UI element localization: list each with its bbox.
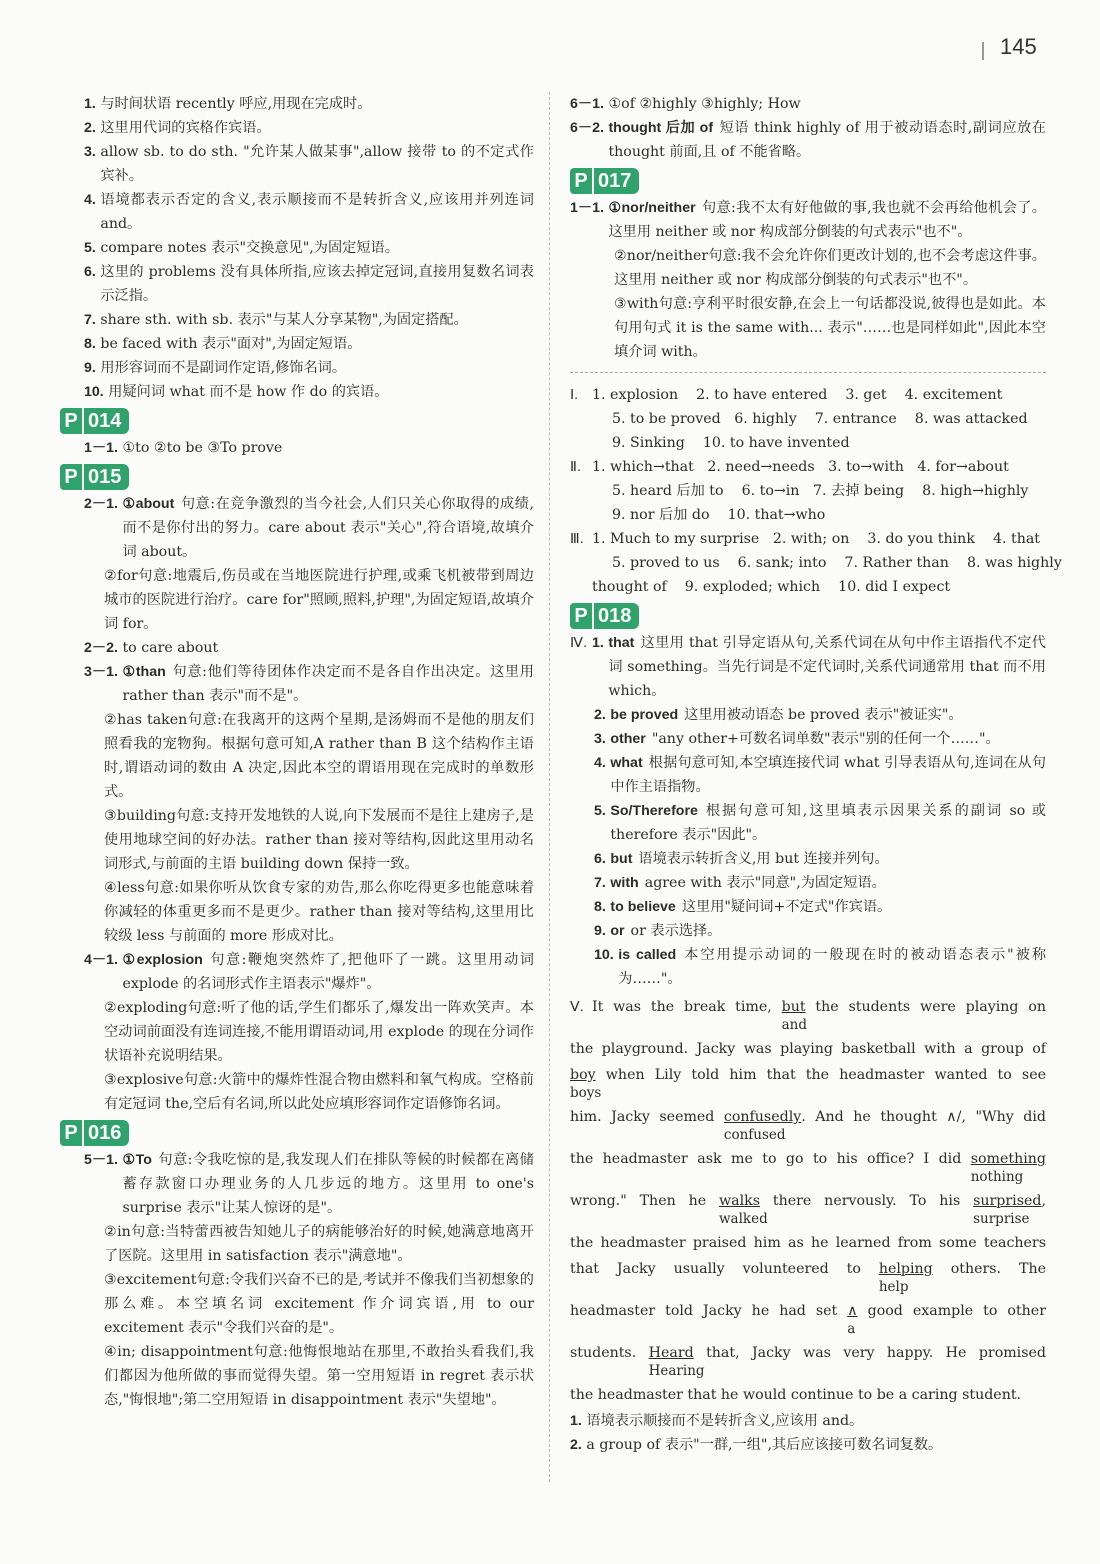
passage-text: the headmaster praised him as he learned from some teachers [570, 1235, 1046, 1251]
passage-text: that Jacky usually volunteered to [570, 1261, 879, 1277]
passage-text: , [1041, 1193, 1046, 1209]
list-item: 6－2. thought 后加 of 短语 think highly of 用于被动语态时,副词应放在 thought 前面,且 of 不能省略。 [570, 120, 1046, 160]
sub-item: ④less句意:如果你听从饮食专家的劝告,那么你吃得更多也能意味着你减轻的体重更多而不是更少。rather than 接对等结构,这里用比较级 less 与前面的 more 形成对比。 [104, 880, 535, 944]
section-1: Ⅰ. 1. explosion 2. to have entered 3. get 4. excitement 5. to be proved 6. highly 7. entrance 8. was attacked 9. Sinking 10. to have invented [570, 383, 1046, 455]
corrected-word: Hearing [648, 1363, 705, 1379]
list-item: 2. be proved 这里用被动语态 be proved 表示"被证实"。 [594, 707, 963, 723]
correction-passage [570, 995, 1046, 1409]
marked-word [847, 1303, 858, 1337]
list-item: 10. 用疑问词 what 而不是 how 作 do 的宾语。 [84, 384, 389, 400]
answer-line: 9. Sinking 10. to have invented [612, 435, 850, 451]
section-4: Ⅳ. 1. that 这里用 that 引导定语从句,关系代词在从句中作主语指代不定代词 something。当先行词是不定代词时,关系代词通常用 that 而不用 which。 [570, 631, 1046, 703]
passage-text: the headmaster that he would continue to be a caring student. [570, 1387, 1022, 1403]
answer-line: 5. heard 后加 to 6. to→in 7. 去掉 being 8. high→highly [612, 483, 1029, 499]
wrong-word: boy [570, 1067, 596, 1083]
list-item: 7. share sth. with sb. 表示"与某人分享某物",为固定搭配。 [84, 312, 468, 328]
corrected-word: a [847, 1321, 856, 1337]
sub-item: ③building句意:支持开发地铁的人说,向下发展而不是往上建房子,是使用地球空间的好办法。rather than 接对等结构,因此这里用动名词形式,与前面的主语 building down 保持一致。 [104, 808, 534, 872]
list-item: 2－2. to care about [84, 640, 219, 656]
list-item: 3. allow sb. to do sth. "允许某人做某事",allow 接带 to 的不定式作宾补。 [84, 144, 534, 184]
passage-line [592, 995, 1046, 1037]
answer-line: thought of 9. exploded; which 10. did I expect [592, 579, 951, 595]
passage-text: It was the break time, [592, 999, 782, 1015]
corrected-word: confused [723, 1127, 786, 1143]
section-badge-p018: P 018 [570, 603, 639, 629]
list-item: 2－1. ①about 句意:在竞争激烈的当今社会,人们只关心你取得的成绩,而不是你付出的努力。care about 表示"关心",符合语境,故填介词 about。 [84, 496, 534, 560]
list-item: 2. 这里用代词的宾格作宾语。 [84, 120, 271, 136]
list-item: 1－1. ①nor/neither 句意:我不太有好他做的事,我也就不会再给他机会了。这里用 neither 或 nor 构成部分倒装的句式表示"也不"。 [570, 200, 1046, 240]
list-item: 10. is called 本空用提示动词的一般现在时的被动语态表示"被称为……"。 [594, 947, 1047, 987]
list-item: 1－1. ①to ②to be ③To prove [84, 440, 283, 456]
sub-item: ②in句意:当特蕾西被告知她儿子的病能够治好的时候,她满意地离开了医院。这里用 in satisfaction 表示"满意地"。 [104, 1224, 534, 1264]
corrected-word: nothing [970, 1169, 1024, 1185]
passage-line [570, 1063, 1046, 1105]
section-badge-p016: P 016 [60, 1120, 129, 1146]
list-item: 9. 用形容词而不是副词作定语,修饰名词。 [84, 360, 347, 376]
list-item: 4. 语境都表示否定的含义,表示顺接而不是转折含义,应该用并列连词 and。 [84, 192, 534, 232]
list-item: 7. with agree with 表示"同意",为固定短语。 [594, 875, 886, 891]
answer-line: 1. which→that 2. need→needs 3. to→with 4. for→about [592, 459, 1009, 475]
passage-text: . And he thought ∧/, "Why did [801, 1109, 1046, 1125]
corrected-word: and [781, 1017, 807, 1033]
passage-line [570, 1147, 1046, 1189]
passage-text: when Lily told him that the headmaster wanted to see [595, 1067, 1046, 1083]
list-item: 3. other "any other+可数名词单数"表示"别的任何一个……"。 [594, 731, 1000, 747]
passage-text: others. The [932, 1261, 1046, 1277]
passage-line [570, 1037, 1046, 1063]
passage-line [570, 1189, 1046, 1231]
list-item: 1. 语境表示顺接而不是转折含义,应该用 and。 [570, 1413, 864, 1429]
section-badge-p015: P 015 [60, 464, 129, 490]
passage-text: wrong." Then he [570, 1193, 719, 1209]
column-divider [549, 92, 550, 1482]
wrong-word: something [970, 1151, 1046, 1167]
passage-text: the playground. Jacky was playing basketball with a group of [570, 1041, 1046, 1057]
passage-line [570, 1105, 1046, 1147]
passage-text: him. Jacky seemed [570, 1109, 724, 1125]
marked-word [723, 1109, 802, 1143]
list-item: 5. compare notes 表示"交换意见",为固定短语。 [84, 240, 399, 256]
list-item: 6. 这里的 problems 没有具体所指,应该去掉定冠词,直接用复数名词表示泛指。 [84, 264, 534, 304]
passage-text: headmaster told Jacky he had set [570, 1303, 848, 1319]
passage-text: that, Jacky was very happy. He promised [693, 1345, 1046, 1361]
wrong-word: ∧ [847, 1303, 858, 1319]
sub-item: ②for句意:地震后,伤员或在当地医院进行护理,或乘飞机被带到周边城市的医院进行治疗。care for"照顾,照料,护理",为固定短语,故填介词 for。 [104, 568, 534, 632]
passage-text: there nervously. To his [760, 1193, 974, 1209]
page-number-bar [982, 42, 984, 60]
wrong-word: Heard [648, 1345, 694, 1361]
marked-word [970, 1151, 1046, 1185]
sub-item: ③explosive句意:火箭中的爆炸性混合物由燃料和氧气构成。空格前有定冠词 the,空后有名词,所以此处应填形容词作定语修饰名词。 [104, 1072, 534, 1112]
list-item: 8. to believe 这里用"疑问词+不定式"作宾语。 [594, 899, 892, 915]
page-number: 145 [1000, 34, 1037, 59]
section-badge-p017: P 017 [570, 168, 639, 194]
answer-line: 5. proved to us 6. sank; into 7. Rather than 8. was highly [612, 555, 1062, 571]
wrong-word: confusedly [723, 1109, 802, 1125]
passage-line [570, 1341, 1046, 1383]
list-item: 4－1. ①explosion 句意:鞭炮突然炸了,把他吓了一跳。这里用动词 explode 的名词形式作主语表示"爆炸"。 [84, 952, 534, 992]
section-3: Ⅲ. 1. Much to my surprise 2. with; on 3. do you think 4. that 5. proved to us 6. sank; into 7. Rather than 8. was highly thought of 9. exploded; which 10. did I expect [570, 527, 1046, 599]
list-item: 4. what 根据句意可知,本空填连接代词 what 引导表语从句,连词在从句中作主语指物。 [594, 755, 1046, 795]
left-column [64, 92, 535, 1412]
sub-item: ②has taken句意:在我离开的这两个星期,是汤姆而不是他的朋友们照看我的宠物狗。根据句意可知,A rather than B 这个结构作主语时,谓语动词的数由 A 决定,因此本空的谓语用现在完成时的单数形式。 [104, 712, 534, 800]
corrected-word: surprise [973, 1211, 1030, 1227]
section-badge-p014: P 014 [60, 408, 129, 434]
sub-item: ②exploding句意:听了他的话,学生们都乐了,爆发出一阵欢笑声。本空动词前面没有连词连接,不能用谓语动词,用 explode 的现在分词作状语补充说明结果。 [104, 1000, 534, 1064]
passage-text: the students were playing on [805, 999, 1046, 1015]
marked-word [878, 1261, 933, 1295]
marked-word [719, 1193, 768, 1227]
list-item: 6－1. ①of ②highly ③highly; How [570, 96, 801, 112]
sub-item: ③excitement句意:令我们兴奋不已的是,考试并不像我们当初想象的那么难。本空填名词 excitement 作介词宾语,用 to our excitement 表示"令我们兴奋的是"。 [104, 1272, 534, 1336]
sub-item: ②nor/neither句意:我不会允许你们更改计划的,也不会考虑这件事。这里用 neither 或 nor 构成部分倒装的句式表示"也不"。 [614, 248, 1046, 288]
corrected-word: boys [570, 1085, 602, 1101]
answer-line: 5. to be proved 6. highly 7. entrance 8. was attacked [612, 411, 1028, 427]
answer-line: 9. nor 后加 do 10. that→who [612, 507, 826, 523]
list-item: 5－1. ①To 句意:令我吃惊的是,我发现人们在排队等候的时候都在离储蓄存款窗口办理业务的人几步远的地方。这里用 to one's surprise 表示"让某人惊讶的是"。 [84, 1152, 534, 1216]
passage-text: good example to other [857, 1303, 1046, 1319]
section-5: Ⅴ. It was the break time, but and the students were playing on the playground. Jacky was playing basketball with a group of boy boys when Lily told him that the headmaster wanted to see him. Jacky seemed confusedly confused . And he thought ∧/, "Why did the headmaster ask me to go to his office? I did something nothing wrong." Then he walks walked there nervously. To his surprised surprise , the headmaster praised him as he learned from some teachers that Jacky usually volunteered to helping help others. The headmaster told Jacky he had set ∧ a good example to other students. Heard Hearing that, Jacky was very happy. He promised the headmaster that he would continue to be a caring student. [570, 995, 1046, 1409]
answer-group-1 [84, 92, 534, 404]
wrong-word: helping [878, 1261, 933, 1277]
corrected-word: walked [719, 1211, 768, 1227]
corrected-word: help [878, 1279, 909, 1295]
marked-word [570, 1067, 602, 1101]
section-2: Ⅱ. 1. which→that 2. need→needs 3. to→with 4. for→about 5. heard 后加 to 6. to→in 7. 去掉 being 8. high→highly 9. nor 后加 do 10. that→who [570, 455, 1046, 527]
right-column [570, 92, 1062, 1457]
list-item: 3－1. ①than 句意:他们等待团体作决定而不是各自作出决定。这里用 rather than 表示"而不是"。 [84, 664, 534, 704]
passage-line [570, 1383, 1046, 1409]
section-separator [570, 372, 1046, 373]
wrong-word: walks [719, 1193, 761, 1209]
list-item: 9. or or 表示选择。 [594, 923, 722, 939]
wrong-word: surprised [973, 1193, 1042, 1209]
sub-item: ④in; disappointment句意:他悔恨地站在那里,不敢抬头看我们,我们都因为他所做的事而觉得失望。第一空用短语 in regret 表示状态,"悔恨地";第二空用短语 in disappointment 表示"失望地"。 [104, 1344, 534, 1408]
passage-text: the headmaster ask me to go to his office? I did [570, 1151, 971, 1167]
list-item: 1. 与时间状语 recently 呼应,用现在完成时。 [84, 96, 372, 112]
answer-line: 1. explosion 2. to have entered 3. get 4. excitement [592, 387, 1003, 403]
list-item: 6. but 语境表示转折含义,用 but 连接并列句。 [594, 851, 889, 867]
marked-word [648, 1345, 705, 1379]
list-item: 8. be faced with 表示"面对",为固定短语。 [84, 336, 362, 352]
marked-word [973, 1193, 1042, 1227]
passage-line [570, 1257, 1046, 1299]
wrong-word: but [781, 999, 806, 1015]
answer-line: 1. Much to my surprise 2. with; on 3. do you think 4. that [592, 531, 1040, 547]
list-item: 5. So/Therefore 根据句意可知,这里填表示因果关系的副词 so 或 therefore 表示"因此"。 [594, 803, 1046, 843]
list-item: 2. a group of 表示"一群,一组",其后应该接可数名词复数。 [570, 1437, 943, 1453]
sub-item: ③with句意:亨利平时很安静,在会上一句话都没说,彼得也是如此。本句用句式 it is the same with... 表示"……也是同样如此",因此本空填介词 with。 [614, 296, 1046, 360]
list-item: 1. that 这里用 that 引导定语从句,关系代词在从句中作主语指代不定代词 something。当先行词是不定代词时,关系代词通常用 that 而不用 which。 [592, 635, 1046, 699]
passage-text: students. [570, 1345, 649, 1361]
passage-line [570, 1299, 1046, 1341]
passage-line [570, 1231, 1046, 1257]
marked-word [781, 999, 807, 1033]
correction-notes [570, 1409, 1046, 1457]
section-4-list [570, 703, 1046, 991]
